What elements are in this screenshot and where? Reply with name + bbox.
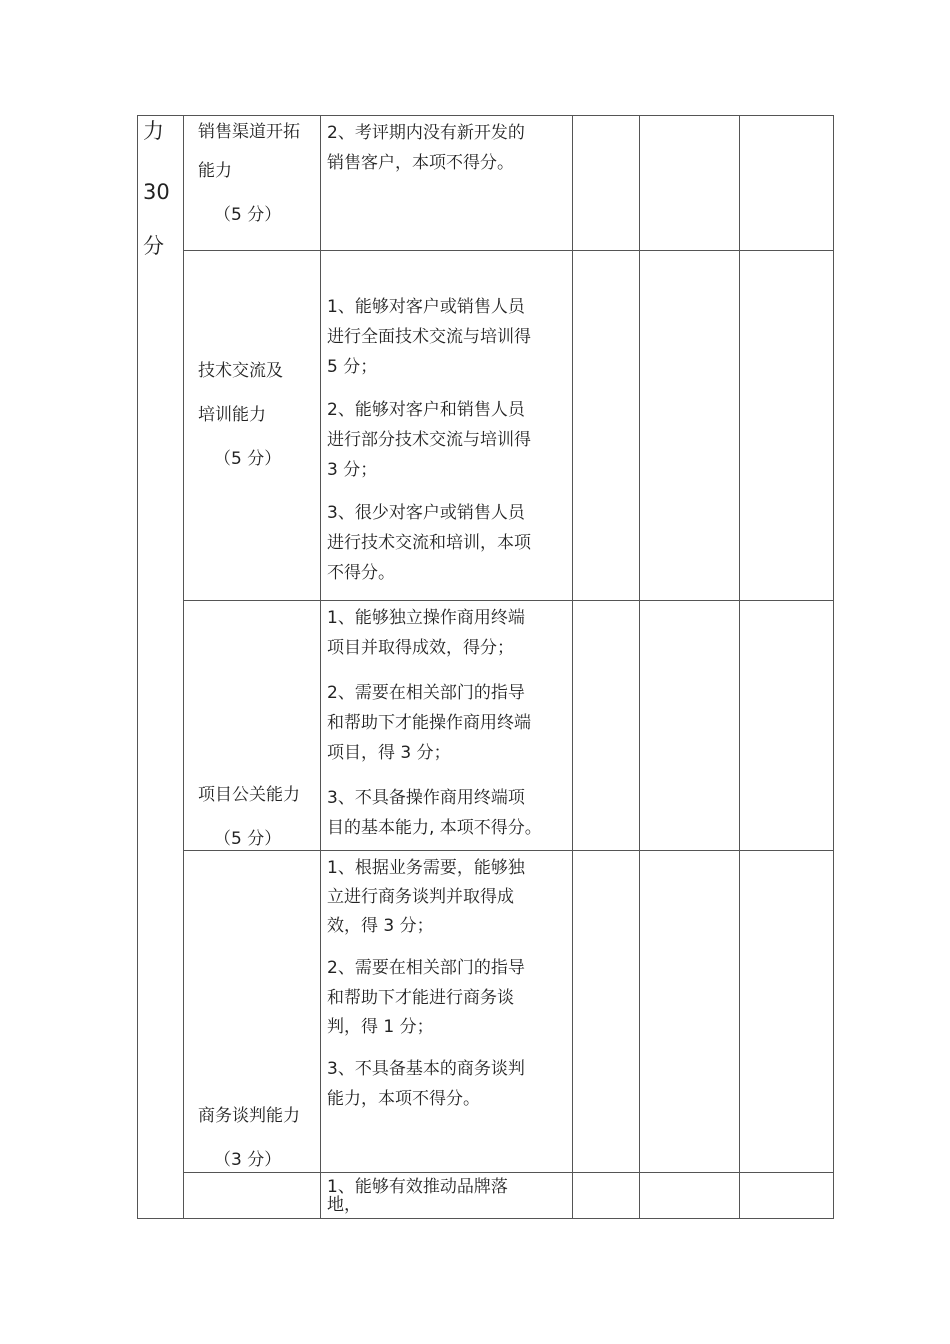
criteria-line: 2、考评期内没有新开发的 bbox=[327, 123, 525, 143]
row-divider bbox=[183, 250, 834, 251]
criteria-line: 进行技术交流和培训，本项 bbox=[327, 533, 531, 553]
table-border-left bbox=[137, 115, 138, 1219]
criteria-line: 地， bbox=[327, 1195, 361, 1215]
criteria-line: 效，得 3 分； bbox=[327, 916, 434, 936]
column-divider bbox=[572, 115, 573, 1219]
column-divider bbox=[739, 115, 740, 1219]
criteria-line: 目的基本能力, 本项不得分。 bbox=[327, 818, 542, 838]
criteria-line: 和帮助下才能操作商用终端 bbox=[327, 713, 531, 733]
item-name: 能力 bbox=[198, 161, 232, 181]
criteria-line: 立进行商务谈判并取得成 bbox=[327, 887, 514, 907]
table-border-top bbox=[137, 115, 834, 116]
item-name: 技术交流及 bbox=[198, 361, 283, 381]
criteria-line: 2、需要在相关部门的指导 bbox=[327, 683, 525, 703]
criteria-line: 3 分； bbox=[327, 460, 378, 480]
criteria-line: 1、能够有效推动品牌落 bbox=[327, 1177, 508, 1197]
criteria-line: 2、能够对客户和销售人员 bbox=[327, 400, 525, 420]
category-label-line: 力 bbox=[143, 119, 164, 143]
criteria-line: 和帮助下才能进行商务谈 bbox=[327, 988, 514, 1008]
criteria-line: 1、能够独立操作商用终端 bbox=[327, 608, 525, 628]
item-name: 培训能力 bbox=[198, 405, 266, 425]
criteria-line: 1、根据业务需要，能够独 bbox=[327, 858, 525, 878]
criteria-line: 销售客户，本项不得分。 bbox=[327, 153, 514, 173]
criteria-line: 5 分； bbox=[327, 357, 378, 377]
item-name: 项目公关能力 bbox=[198, 785, 300, 805]
item-name: 销售渠道开拓 bbox=[198, 122, 300, 142]
criteria-line: 3、很少对客户或销售人员 bbox=[327, 503, 525, 523]
criteria-line: 进行部分技术交流与培训得 bbox=[327, 430, 531, 450]
item-score: （5 分） bbox=[214, 205, 282, 225]
item-name: 商务谈判能力 bbox=[198, 1106, 300, 1126]
table-border-right bbox=[833, 115, 834, 1219]
column-divider bbox=[639, 115, 640, 1219]
evaluation-table bbox=[137, 115, 834, 1219]
criteria-line: 1、能够对客户或销售人员 bbox=[327, 297, 525, 317]
criteria-line: 2、需要在相关部门的指导 bbox=[327, 958, 525, 978]
column-divider bbox=[320, 115, 321, 1219]
item-score: （5 分） bbox=[214, 829, 282, 849]
category-label-line: 分 bbox=[143, 234, 164, 258]
criteria-line: 3、不具备基本的商务谈判 bbox=[327, 1059, 525, 1079]
criteria-line: 项目并取得成效，得分； bbox=[327, 638, 514, 658]
criteria-line: 项目，得 3 分； bbox=[327, 743, 451, 763]
category-score-line: 30 bbox=[143, 180, 170, 204]
criteria-line: 3、不具备操作商用终端项 bbox=[327, 788, 525, 808]
criteria-line: 进行全面技术交流与培训得 bbox=[327, 327, 531, 347]
row-divider bbox=[183, 600, 834, 601]
criteria-line: 能力，本项不得分。 bbox=[327, 1089, 480, 1109]
column-divider bbox=[183, 115, 184, 1219]
criteria-line: 不得分。 bbox=[327, 563, 395, 583]
item-score: （5 分） bbox=[214, 449, 282, 469]
table-border-bottom bbox=[137, 1218, 834, 1219]
criteria-line: 判，得 1 分； bbox=[327, 1017, 434, 1037]
item-score: （3 分） bbox=[214, 1150, 282, 1170]
